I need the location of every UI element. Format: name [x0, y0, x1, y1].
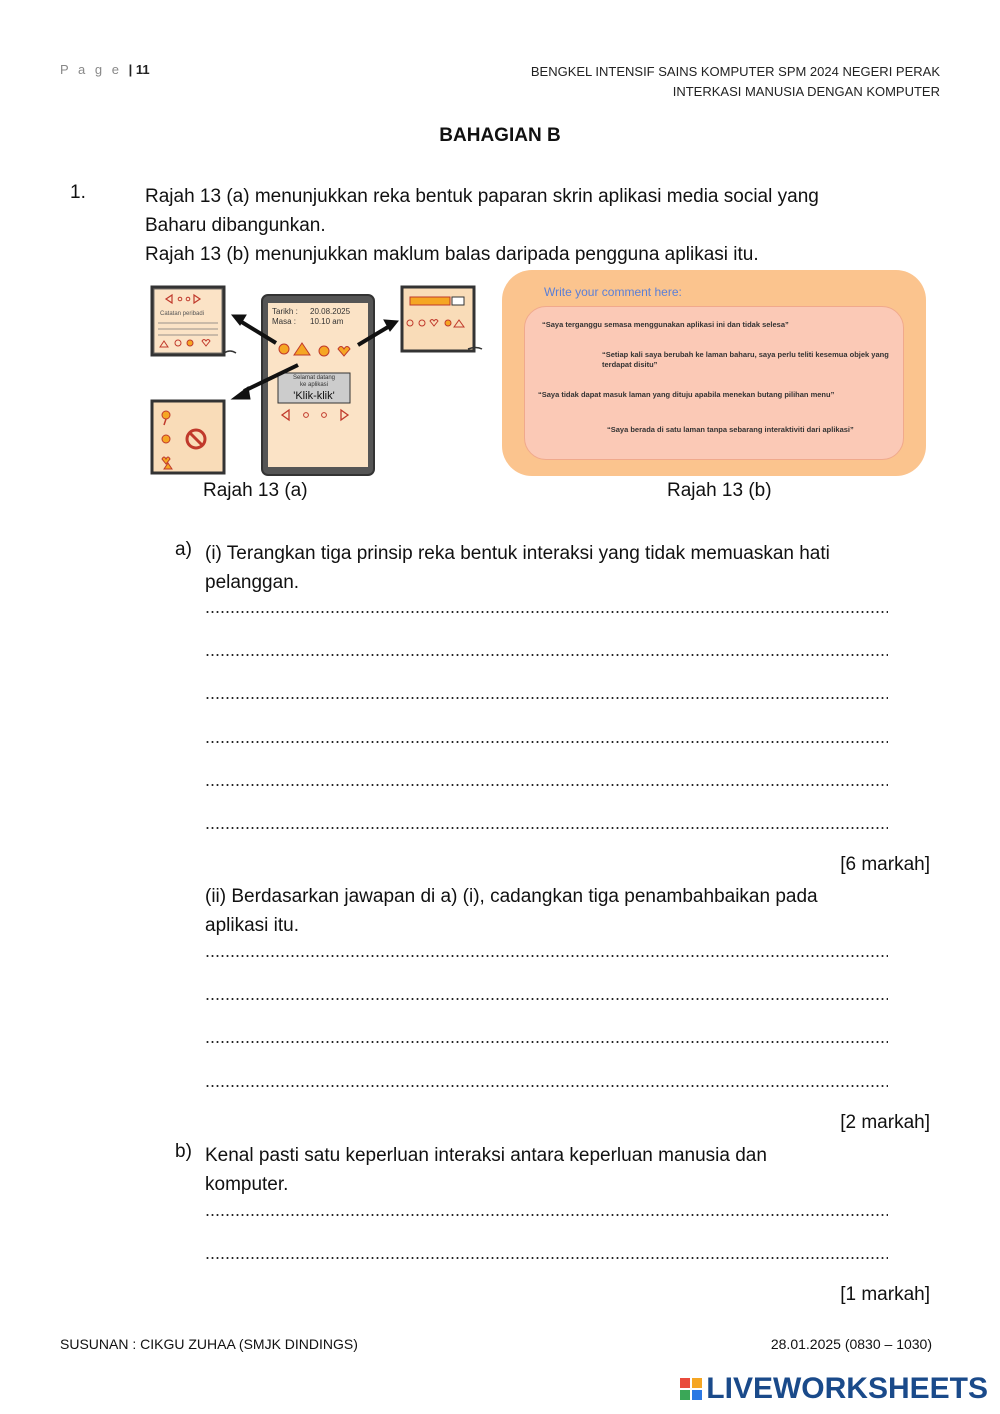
answer-line[interactable] [205, 611, 888, 613]
note-screen [152, 287, 236, 355]
part-a-i-question [205, 539, 935, 597]
page-label: P a g e [60, 62, 122, 77]
page-number [60, 62, 150, 77]
figure-13b-comment-box [502, 270, 926, 476]
marks-b: [1 markah] [840, 1284, 930, 1305]
figure-13a-diagram [148, 283, 488, 478]
intro-line-2: Baharu dibangunkan. [145, 215, 326, 236]
note-screen-title: Catatan peribadi [160, 311, 205, 317]
part-b-line-2: komputer. [205, 1174, 289, 1195]
answer-line[interactable] [205, 1214, 888, 1216]
caption-13a: Rajah 13 (a) [203, 480, 308, 501]
answer-line[interactable] [205, 654, 888, 656]
part-a-ii-line-2: aplikasi itu. [205, 915, 299, 936]
footer-author: SUSUNAN : CIKGU ZUHAA (SMJK DINDINGS) [60, 1336, 358, 1352]
page-number-value: 11 [135, 62, 150, 77]
comment-2: “Setiap kali saya berubah ke laman baharu, saya perlu teliti kesemua objek yang terdapat disitu” [602, 350, 889, 369]
answer-line[interactable] [205, 955, 888, 957]
answer-line[interactable] [205, 697, 888, 699]
blocked-screen [152, 401, 224, 473]
caption-13b: Rajah 13 (b) [667, 480, 772, 501]
part-b-question [205, 1141, 935, 1199]
marks-a-i: [6 markah] [840, 854, 930, 875]
marks-a-ii: [2 markah] [840, 1112, 930, 1133]
search-screen [402, 287, 482, 351]
main-phone [262, 295, 374, 475]
app-name: 'Klik-klik' [293, 390, 335, 402]
comment-1: “Saya terganggu semasa menggunakan aplikasi ini dan tidak selesa” [542, 320, 789, 329]
part-a-i-line-2: pelanggan. [205, 572, 300, 593]
footer-date: 28.01.2025 (0830 – 1030) [770, 1336, 932, 1352]
document-header [531, 62, 940, 102]
part-a-i-line-1: (i) Terangkan tiga prinsip reka bentuk interaksi yang tidak memuaskan hati [205, 543, 830, 564]
header-line-2: INTERKASI MANUSIA DENGAN KOMPUTER [672, 84, 940, 99]
liveworksheets-logo-icon [680, 1378, 702, 1400]
welcome-line-1: Selamat datang [292, 375, 336, 381]
page-separator: | [128, 62, 133, 77]
comment-prompt: Write your comment here: [544, 285, 682, 299]
section-title: BAHAGIAN B [439, 125, 561, 146]
date-label: Tarikh : [272, 307, 298, 316]
answer-line[interactable] [205, 1041, 888, 1043]
intro-line-3: Rajah 13 (b) menunjukkan maklum balas daripada pengguna aplikasi itu. [145, 244, 759, 265]
question-intro [145, 182, 935, 269]
part-a-ii-line-1: (ii) Berdasarkan jawapan di a) (i), cadangkan tiga penambahbaikan pada [205, 886, 818, 907]
answer-line[interactable] [205, 827, 888, 829]
part-a-ii-question [205, 882, 935, 940]
header-line-1: BENGKEL INTENSIF SAINS KOMPUTER SPM 2024 NEGERI PERAK [530, 64, 940, 79]
liveworksheets-text: LIVEWORKSHEETS [706, 1372, 988, 1405]
answer-line[interactable] [205, 1257, 888, 1259]
time-value: 10.10 am [310, 317, 344, 326]
part-b-line-1: Kenal pasti satu keperluan interaksi antara keperluan manusia dan [205, 1145, 767, 1166]
part-b-label: b) [175, 1141, 192, 1162]
answer-line[interactable] [205, 998, 888, 1000]
question-number: 1. [70, 182, 86, 203]
welcome-line-2: ke aplikasi [299, 382, 329, 388]
answer-line[interactable] [205, 1085, 888, 1087]
intro-line-1: Rajah 13 (a) menunjukkan reka bentuk paparan skrin aplikasi media social yang [145, 186, 819, 207]
answer-line[interactable] [205, 784, 888, 786]
answer-line[interactable] [205, 741, 888, 743]
time-label: Masa : [272, 317, 297, 326]
comment-4: “Saya berada di satu laman tanpa sebarang interaktiviti dari aplikasi” [607, 425, 854, 434]
comment-3: “Saya tidak dapat masuk laman yang dituju apabila menekan butang pilihan menu” [538, 390, 835, 399]
date-value: 20.08.2025 [310, 307, 351, 316]
liveworksheets-brand[interactable] [680, 1372, 988, 1406]
part-a-label: a) [175, 539, 192, 560]
